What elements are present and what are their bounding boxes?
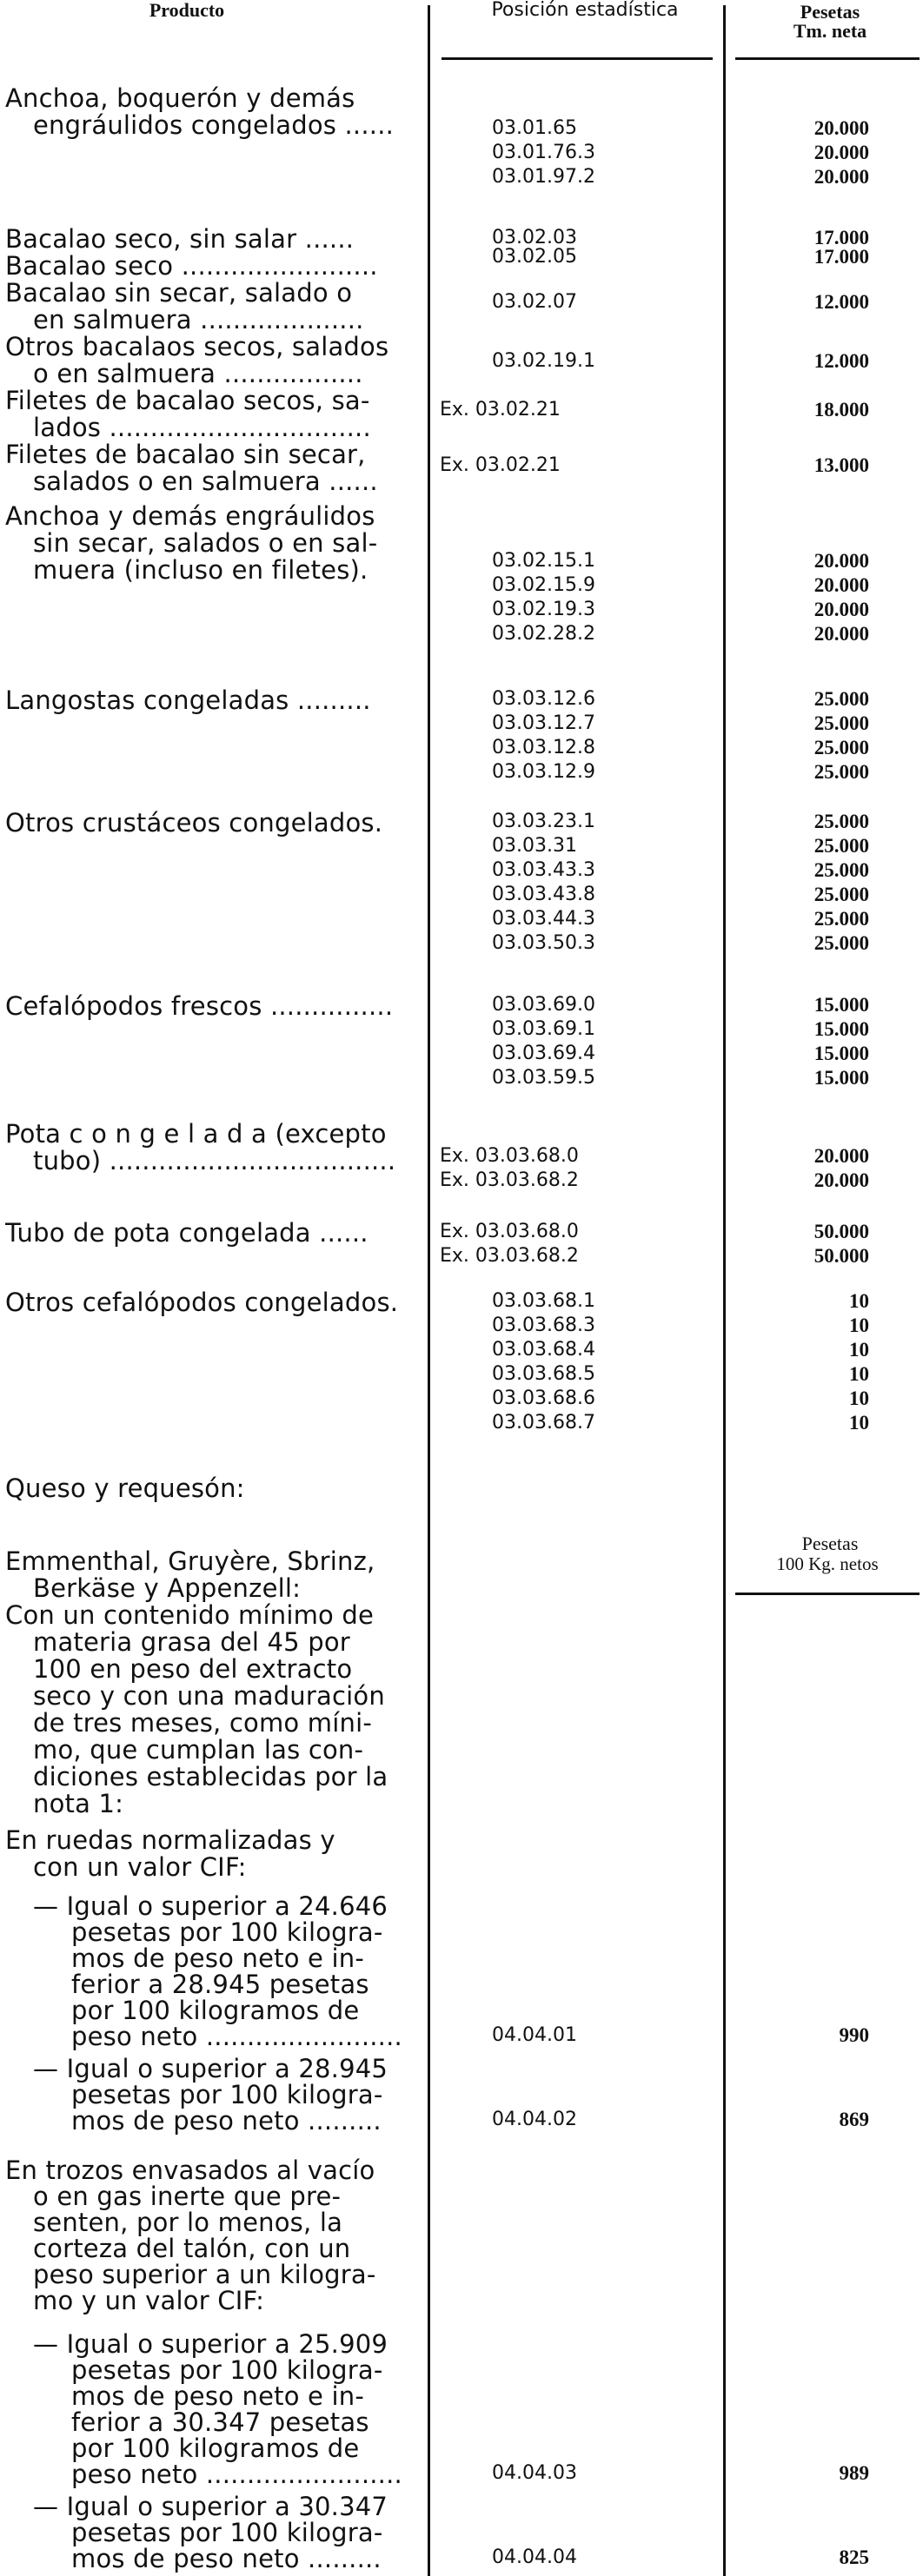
trozos-item-line: mos de peso neto e in- xyxy=(71,2381,365,2411)
cheese-intro-line: Berkäse y Appenzell: xyxy=(33,1573,302,1603)
price-value: 15.000 xyxy=(813,1018,869,1040)
price-value: 25.000 xyxy=(813,932,869,954)
cheese-intro-line: mo, que cumplan las con- xyxy=(33,1735,364,1765)
price-value: 10 xyxy=(849,1363,869,1385)
trozos-item-line: ferior a 30.347 pesetas xyxy=(71,2407,369,2437)
statistical-code: 03.03.12.6 xyxy=(492,688,595,710)
ruedas-item-line: mos de peso neto ......... xyxy=(71,2106,382,2136)
statistical-code: 04.04.04 xyxy=(492,2546,577,2568)
product-line: Bacalao sin secar, salado o xyxy=(5,278,353,308)
trozos-item-line: por 100 kilogramos de xyxy=(71,2434,360,2463)
statistical-code: 03.03.44.3 xyxy=(492,908,595,930)
statistical-code: 04.04.01 xyxy=(492,2024,577,2046)
price-value: 869 xyxy=(839,2109,869,2130)
price-value: 10 xyxy=(849,1290,869,1312)
statistical-code: 03.03.69.4 xyxy=(492,1043,595,1064)
statistical-code: 03.01.97.2 xyxy=(492,166,595,188)
product-line: Langostas congeladas ......... xyxy=(5,685,371,715)
price-value: 15.000 xyxy=(813,1043,869,1064)
cheese-intro-line: 100 en peso del extracto xyxy=(33,1654,353,1684)
statistical-code: Ex. 03.03.68.0 xyxy=(440,1145,579,1167)
product-line: sin secar, salados o en sal- xyxy=(33,528,378,558)
trozos-title-line: o en gas inerte que pre- xyxy=(33,2182,342,2211)
ruedas-item-line: pesetas por 100 kilogra- xyxy=(71,1917,383,1947)
product-line: Cefalópodos frescos ............... xyxy=(5,991,394,1021)
price-value: 18.000 xyxy=(813,399,869,421)
statistical-code: 03.03.12.8 xyxy=(492,737,595,758)
statistical-code: 03.03.68.6 xyxy=(492,1387,595,1409)
statistical-code: 03.01.65 xyxy=(492,117,577,139)
ruedas-item-line: mos de peso neto e in- xyxy=(71,1944,365,1973)
header-posicion: Posición estadística xyxy=(491,0,679,21)
price-value: 20.000 xyxy=(813,142,869,163)
column-divider-left xyxy=(428,5,430,2576)
price-value: 10 xyxy=(849,1314,869,1336)
cheese-rule xyxy=(735,1593,920,1595)
price-value: 20.000 xyxy=(813,623,869,645)
statistical-code: 03.03.12.7 xyxy=(492,712,595,734)
statistical-code: 03.03.23.1 xyxy=(492,811,595,832)
statistical-code: 03.03.59.5 xyxy=(492,1067,595,1089)
product-line: Otros cefalópodos congelados. xyxy=(5,1288,399,1317)
cheese-intro-line: materia grasa del 45 por xyxy=(33,1627,350,1657)
price-value: 10 xyxy=(849,1339,869,1361)
cheese-intro-line: nota 1: xyxy=(33,1789,124,1818)
ruedas-item-line: por 100 kilogramos de xyxy=(71,1996,360,2025)
header-tm-neta: Tm. neta xyxy=(793,20,867,42)
trozos-item-line: — Igual o superior a 30.347 xyxy=(33,2492,388,2521)
trozos-item-line: — Igual o superior a 25.909 xyxy=(33,2329,388,2359)
header-rule-pesetas xyxy=(735,57,920,60)
statistical-code: 03.03.68.4 xyxy=(492,1339,595,1361)
price-value: 10 xyxy=(849,1387,869,1409)
column-divider-right xyxy=(723,5,726,2576)
product-line: Bacalao seco, sin salar ...... xyxy=(5,224,355,254)
header-producto: Producto xyxy=(149,0,225,21)
product-line: en salmuera .................... xyxy=(33,305,364,334)
statistical-code: 03.02.03 xyxy=(492,227,577,248)
statistical-code: Ex. 03.03.68.0 xyxy=(440,1221,579,1242)
trozos-title-line: senten, por lo menos, la xyxy=(33,2208,343,2237)
statistical-code: 03.02.28.2 xyxy=(492,623,595,645)
price-value: 25.000 xyxy=(813,761,869,783)
statistical-code: 04.04.02 xyxy=(492,2109,577,2130)
header-pesetas: Pesetas xyxy=(800,1,860,23)
statistical-code: 03.03.68.5 xyxy=(492,1363,595,1385)
ruedas-item-line: — Igual o superior a 28.945 xyxy=(33,2054,388,2083)
product-line: o en salmuera ................. xyxy=(33,359,363,388)
statistical-code: 03.02.15.1 xyxy=(492,550,595,572)
product-line: tubo) ................................... xyxy=(33,1146,396,1175)
sub-header-100kg: 100 Kg. netos xyxy=(776,1553,879,1574)
trozos-item-line: pesetas por 100 kilogra- xyxy=(71,2518,383,2547)
statistical-code: 03.02.19.3 xyxy=(492,599,595,620)
statistical-code: 03.03.68.7 xyxy=(492,1412,595,1434)
product-line: Anchoa y demás engráulidos xyxy=(5,501,375,531)
cheese-intro-line: Con un contenido mínimo de xyxy=(5,1600,375,1630)
ruedas-title-line: con un valor CIF: xyxy=(33,1852,247,1882)
price-value: 825 xyxy=(839,2546,869,2568)
statistical-code: 03.03.12.9 xyxy=(492,761,595,783)
statistical-code: Ex. 03.02.21 xyxy=(440,399,561,421)
price-value: 17.000 xyxy=(813,227,869,248)
statistical-code: 03.03.43.3 xyxy=(492,859,595,881)
price-value: 25.000 xyxy=(813,811,869,832)
ruedas-item-line: ferior a 28.945 pesetas xyxy=(71,1970,369,1999)
statistical-code: 03.03.68.1 xyxy=(492,1290,595,1312)
statistical-code: 03.03.43.8 xyxy=(492,884,595,905)
price-value: 17.000 xyxy=(813,246,869,268)
product-line: Filetes de bacalao secos, sa- xyxy=(5,386,370,415)
price-value: 20.000 xyxy=(813,1145,869,1167)
product-line: Tubo de pota congelada ...... xyxy=(5,1218,369,1248)
price-value: 25.000 xyxy=(813,712,869,734)
price-value: 12.000 xyxy=(813,291,869,313)
price-value: 25.000 xyxy=(813,688,869,710)
cheese-intro-line: Emmenthal, Gruyère, Sbrinz, xyxy=(5,1546,375,1576)
section-title: Queso y requesón: xyxy=(5,1473,245,1503)
trozos-item-line: mos de peso neto ......... xyxy=(71,2544,382,2573)
trozos-title-line: corteza del talón, con un xyxy=(33,2234,351,2263)
statistical-code: 04.04.03 xyxy=(492,2462,577,2484)
product-line: muera (incluso en filetes). xyxy=(33,555,369,585)
statistical-code: 03.02.15.9 xyxy=(492,574,595,596)
trozos-title-line: peso superior a un kilogra- xyxy=(33,2260,376,2289)
statistical-code: 03.03.50.3 xyxy=(492,932,595,954)
statistical-code: 03.03.69.0 xyxy=(492,994,595,1016)
price-value: 989 xyxy=(839,2462,869,2484)
statistical-code: 03.02.19.1 xyxy=(492,350,595,372)
product-line: Otros bacalaos secos, salados xyxy=(5,332,389,361)
header-rule-posicion xyxy=(442,57,713,60)
statistical-code: 03.02.07 xyxy=(492,291,577,313)
cheese-intro-line: de tres meses, como míni- xyxy=(33,1708,372,1738)
trozos-title-line: mo y un valor CIF: xyxy=(33,2286,265,2315)
price-value: 25.000 xyxy=(813,737,869,758)
price-value: 20.000 xyxy=(813,117,869,139)
product-line: Pota c o n g e l a d a (excepto xyxy=(5,1119,387,1149)
price-value: 13.000 xyxy=(813,454,869,476)
price-value: 20.000 xyxy=(813,166,869,188)
product-line: Otros crustáceos congelados. xyxy=(5,808,383,838)
ruedas-item-line: — Igual o superior a 24.646 xyxy=(33,1891,388,1921)
statistical-code: 03.02.05 xyxy=(492,246,577,268)
price-value: 25.000 xyxy=(813,884,869,905)
sub-header-pesetas: Pesetas xyxy=(801,1533,859,1554)
price-value: 20.000 xyxy=(813,550,869,572)
trozos-item-line: pesetas por 100 kilogra- xyxy=(71,2355,383,2385)
statistical-code: Ex. 03.02.21 xyxy=(440,454,561,476)
price-value: 20.000 xyxy=(813,1169,869,1191)
price-value: 20.000 xyxy=(813,574,869,596)
price-value: 25.000 xyxy=(813,835,869,857)
statistical-code: 03.03.68.3 xyxy=(492,1314,595,1336)
price-value: 12.000 xyxy=(813,350,869,372)
price-value: 15.000 xyxy=(813,1067,869,1089)
cheese-intro-line: seco y con una maduración xyxy=(33,1681,385,1711)
product-line: salados o en salmuera ...... xyxy=(33,467,378,496)
price-value: 20.000 xyxy=(813,599,869,620)
price-value: 990 xyxy=(839,2024,869,2046)
product-line: Anchoa, boquerón y demás xyxy=(5,83,355,113)
statistical-code: Ex. 03.03.68.2 xyxy=(440,1245,579,1267)
price-value: 50.000 xyxy=(813,1245,869,1267)
ruedas-title-line: En ruedas normalizadas y xyxy=(5,1825,335,1855)
price-value: 15.000 xyxy=(813,994,869,1016)
product-line: Bacalao seco ........................ xyxy=(5,251,378,281)
trozos-title-line: En trozos envasados al vacío xyxy=(5,2155,375,2185)
product-line: engráulidos congelados ...... xyxy=(33,110,395,140)
price-value: 50.000 xyxy=(813,1221,869,1242)
price-value: 25.000 xyxy=(813,859,869,881)
statistical-code: 03.03.69.1 xyxy=(492,1018,595,1040)
cheese-intro-line: diciones establecidas por la xyxy=(33,1762,388,1791)
statistical-code: 03.01.76.3 xyxy=(492,142,595,163)
ruedas-item-line: pesetas por 100 kilogra- xyxy=(71,2080,383,2109)
statistical-code: Ex. 03.03.68.2 xyxy=(440,1169,579,1191)
ruedas-item-line: peso neto ........................ xyxy=(71,2022,402,2051)
price-value: 25.000 xyxy=(813,908,869,930)
product-line: lados ................................ xyxy=(33,413,371,442)
price-value: 10 xyxy=(849,1412,869,1434)
trozos-item-line: peso neto ........................ xyxy=(71,2460,402,2489)
statistical-code: 03.03.31 xyxy=(492,835,577,857)
product-line: Filetes de bacalao sin secar, xyxy=(5,440,366,469)
